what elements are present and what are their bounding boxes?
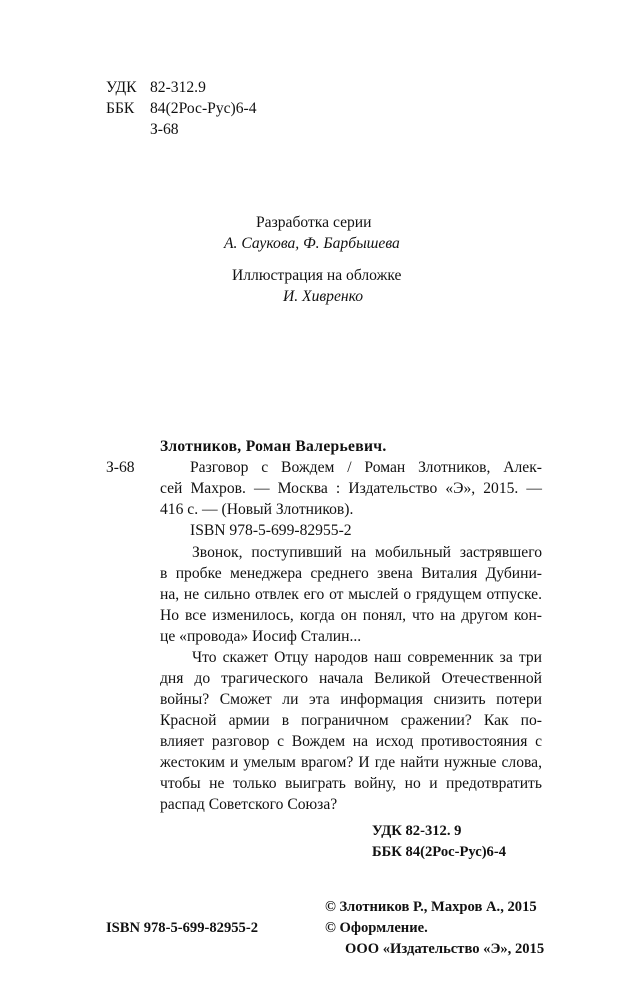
footer-isbn: ISBN 978-5-699-82955-2 (106, 920, 259, 936)
udk-line (106, 78, 206, 98)
bbk-bottom: ББК 84(2Рос-Рус)6-4 (372, 844, 507, 860)
annotation-line: Красной армии в пограничном сражении? Как по- (160, 712, 542, 729)
udk-bottom: УДК 82-312. 9 (372, 823, 462, 839)
annotation-line: чтобы не только выиграть войну, но и предотвратить (160, 775, 542, 792)
annotation-line: дня до трагического начала Великой Отечественной (160, 670, 542, 687)
bbk-label: ББК (106, 100, 135, 117)
author-mark-line (106, 120, 179, 140)
annotation-line: Звонок, поступивший на мобильный застрявшего (192, 544, 542, 561)
annotation-line: распад Советского Союза? (160, 796, 338, 813)
description-line: сей Махров. — Москва : Издательство «Э», 2015. — (160, 480, 542, 497)
copyright-design: © Оформление. (325, 920, 428, 936)
udk-label: УДК (106, 79, 137, 96)
annotation-line: це «провода» Иосиф Сталин... (160, 628, 362, 645)
author-mark: З-68 (106, 459, 135, 476)
series-heading: Разработка серии (256, 214, 372, 231)
cover-names: И. Хивренко (283, 288, 364, 305)
udk-value: 82-312.9 (150, 79, 206, 96)
author-heading: Злотников, Роман Валерьевич. (160, 438, 387, 455)
annotation-line: на, не сильно отвлек его от мыслей о грядущем отпуске. (160, 586, 542, 603)
bbk-line (106, 99, 257, 119)
copyright-publisher: ООО «Издательство «Э», 2015 (345, 941, 545, 957)
author-mark-top: З-68 (150, 121, 179, 138)
catalog-isbn: ISBN 978-5-699-82955-2 (190, 522, 352, 539)
annotation-line: войны? Сможет ли эта информация снизить потери (160, 691, 542, 708)
series-names: А. Саукова, Ф. Барбышева (224, 235, 400, 252)
annotation-line: Но все изменилось, когда он понял, что на другом кон- (160, 607, 542, 624)
annotation-line: влияет разговор с Вождем на исход противостояния с (160, 733, 542, 750)
description-line: 416 с. — (Новый Злотников). (160, 501, 354, 518)
annotation-line: жестоким и умелым врагом? И где найти нужные слова, (160, 754, 542, 771)
cover-heading: Иллюстрация на обложке (232, 267, 402, 284)
annotation-line: в пробке менеджера среднего звена Виталия Дубини- (160, 565, 542, 582)
annotation-line: Что скажет Отцу народов наш современник за три (192, 649, 542, 666)
description-line: Разговор с Вождем / Роман Злотников, Алек- (190, 459, 542, 476)
bbk-value: 84(2Рос-Рус)6-4 (150, 100, 257, 117)
copyright-authors: © Злотников Р., Махров А., 2015 (325, 899, 537, 915)
